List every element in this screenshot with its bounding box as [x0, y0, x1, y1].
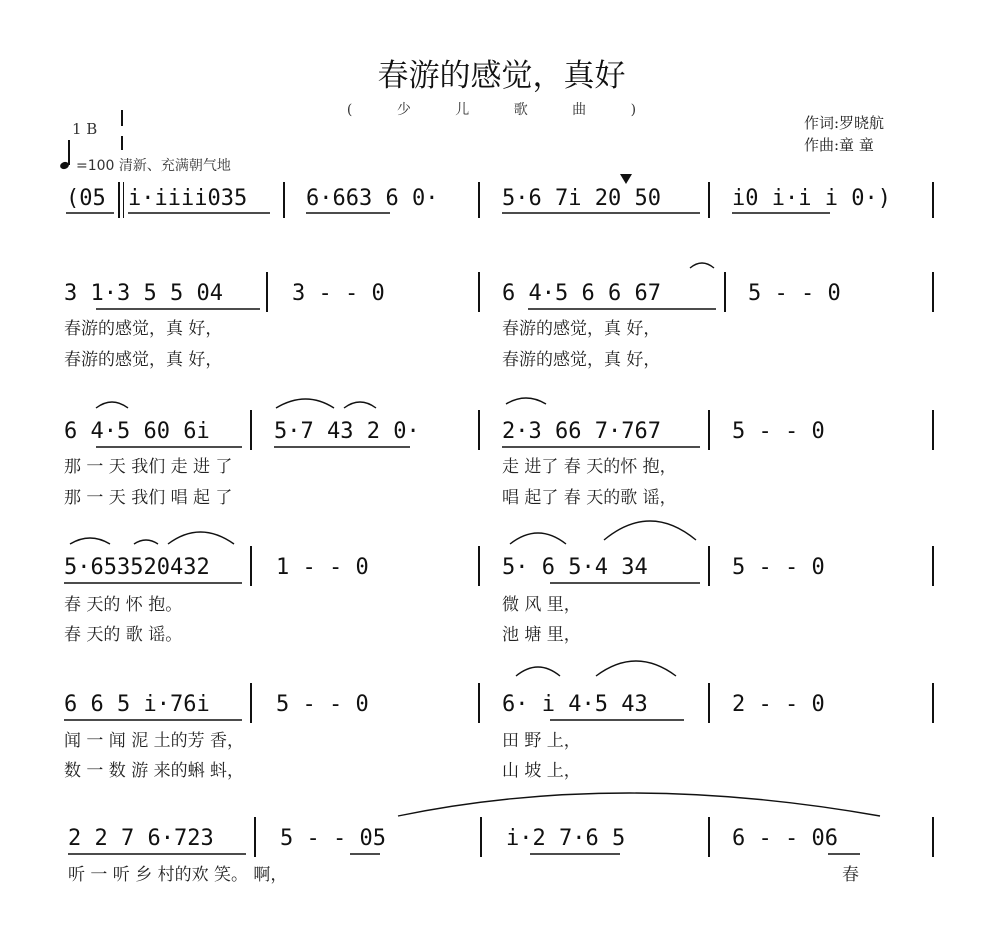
measure-notes: 6 6 5 i·76i — [64, 692, 210, 717]
key-signature: 1 B — [72, 120, 98, 138]
composer-credit: 作曲:童 童 — [804, 136, 874, 154]
measure-notes: 3 1·3 5 5 04 — [64, 281, 223, 306]
measure-notes: 2 2 7 6·723 — [68, 826, 214, 851]
slur — [516, 667, 560, 676]
measure-notes: 5 - - 0 — [732, 419, 825, 444]
lyric-line: 那 一 天 我们 唱 起 了 — [64, 488, 233, 508]
tempo-marking: =100 清新、充满朝气地 — [76, 158, 231, 174]
measure-notes: 6 - - 06 — [732, 826, 838, 851]
measure-notes: 5 - - 0 — [732, 555, 825, 580]
measure-notes: 6 4·5 60 6i — [64, 419, 210, 444]
measure-notes: 2·3 66 7·767 — [502, 419, 661, 444]
measure-notes: i·iiii035 — [128, 186, 248, 211]
lyric-line: 唱 起了 春 天的歌 谣， — [502, 488, 677, 508]
slur — [506, 398, 546, 404]
measure-notes: (05 — [66, 186, 106, 211]
slurs — [70, 263, 880, 816]
measure-notes: 5·6 7i 20 50 — [502, 186, 661, 211]
lyric-line: 春游的感觉，真 好， — [502, 319, 661, 339]
slur — [168, 532, 234, 544]
measure-notes: 6 4·5 6 6 67 — [502, 281, 661, 306]
measure-notes: 5 - - 0 — [748, 281, 841, 306]
lyric-line: 春 天的 歌 谣。 — [64, 625, 183, 645]
lyric-line: 那 一 天 我们 走 进 了 — [64, 457, 233, 477]
lyric-line: 闻 一 闻 泥 土的芳 香， — [64, 731, 245, 751]
measure-notes: 2 - - 0 — [732, 692, 825, 717]
measure-notes: 3 - - 0 — [292, 281, 385, 306]
measure-notes: 1 - - 0 — [276, 555, 369, 580]
slur — [690, 263, 714, 268]
lyric-line: 听 一 听 乡 村的欢 笑。 啊， — [68, 865, 288, 885]
slur — [510, 533, 566, 544]
measure-notes: 5·7 43 2 0· — [274, 419, 420, 444]
lyric-line: 池 塘 里， — [502, 625, 581, 645]
lyric-line: 山 坡 上， — [502, 761, 581, 781]
song-title: 春游的感觉，真好 — [377, 58, 626, 94]
lyric-line: 春游的感觉，真 好， — [502, 350, 661, 370]
slur — [344, 402, 376, 408]
song-subtitle: ( 少 儿 歌 曲 ) — [346, 102, 657, 118]
slur — [70, 538, 110, 544]
lyric-line: 春 天的 怀 抱。 — [64, 595, 183, 615]
lyric-line: 走 进了 春 天的怀 抱， — [502, 457, 677, 477]
measure-notes: i·2 7·6 5 — [506, 826, 626, 851]
lyric-line: 春游的感觉，真 好， — [64, 350, 223, 370]
slur — [596, 661, 676, 676]
slur — [276, 399, 334, 408]
accent-triangle-icon — [620, 174, 632, 184]
slur — [604, 521, 696, 540]
lyric-line: 数 一 数 游 来的蝌 蚪， — [64, 761, 245, 781]
lyric-line: 春游的感觉，真 好， — [64, 319, 223, 339]
slur — [134, 540, 158, 544]
measure-notes: 6·663 6 0· — [306, 186, 439, 211]
measure-notes: 6· i 4·5 43 — [502, 692, 648, 717]
measure-notes: 5 - - 0 — [276, 692, 369, 717]
lyric-line: 微 风 里， — [502, 595, 581, 615]
measure-notes: i0 i·i i 0·) — [732, 186, 891, 211]
long-slur — [398, 793, 880, 816]
measure-notes: 5 - - 05 — [280, 826, 386, 851]
beams — [64, 213, 860, 854]
measure-notes: 5·653520432 — [64, 555, 210, 580]
slur — [96, 402, 128, 408]
lyric-line: 田 野 上， — [502, 731, 581, 751]
lyricist-credit: 作词:罗晓航 — [804, 114, 885, 132]
measure-notes: 5· 6 5·4 34 — [502, 555, 648, 580]
lyric-line: 春 — [842, 865, 859, 885]
